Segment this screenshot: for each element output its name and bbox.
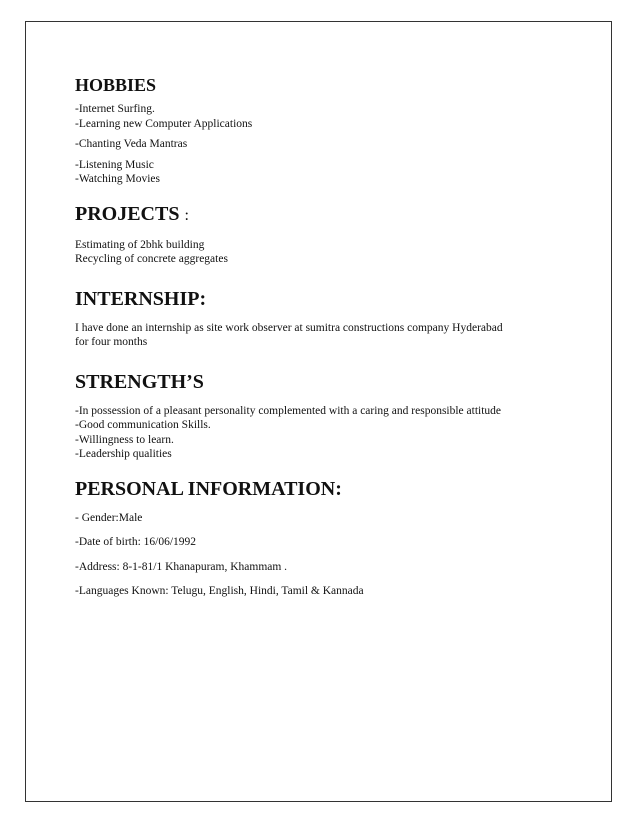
personal-info-item: -Languages Known: Telugu, English, Hindi, Tamil & Kannada [75, 585, 364, 597]
internship-text: I have done an internship as site work observer at sumitra constructions company Hyderabad [75, 321, 503, 334]
strength-item: -In possession of a pleasant personality complemented with a caring and responsible attitude [75, 404, 502, 417]
personal-info-item: - Gender:Male [75, 511, 143, 524]
document-content [75, 74, 575, 599]
internship-heading: INTERNSHIP: [75, 287, 207, 310]
hobby-item: -Learning new Computer Applications [75, 117, 253, 130]
hobby-item: -Internet Surfing. [75, 103, 155, 115]
personal-info-item: -Address: 8-1-81/1 Khanapuram, Khammam . [75, 560, 288, 573]
hobby-item: -Chanting Veda Mantras [75, 138, 188, 150]
projects-heading-text: PROJECTS [75, 202, 180, 225]
project-item: Estimating of 2bhk building [75, 238, 205, 251]
projects-heading [75, 202, 575, 228]
strength-item: -Good communication Skills. [75, 419, 211, 431]
strengths-heading: STRENGTH’S [75, 370, 204, 393]
projects-heading-colon: : [184, 206, 189, 224]
project-item: Recycling of concrete aggregates [75, 253, 228, 265]
internship-text: for four months [75, 336, 148, 348]
hobbies-heading: HOBBIES [75, 75, 157, 95]
hobby-item: -Listening Music [75, 158, 154, 171]
personal-info-heading: PERSONAL INFORMATION: [75, 477, 342, 500]
strength-item: -Willingness to learn. [75, 433, 174, 446]
hobby-item: -Watching Movies [75, 173, 160, 185]
personal-info-item: -Date of birth: 16/06/1992 [75, 536, 197, 548]
strength-item: -Leadership qualities [75, 448, 172, 460]
